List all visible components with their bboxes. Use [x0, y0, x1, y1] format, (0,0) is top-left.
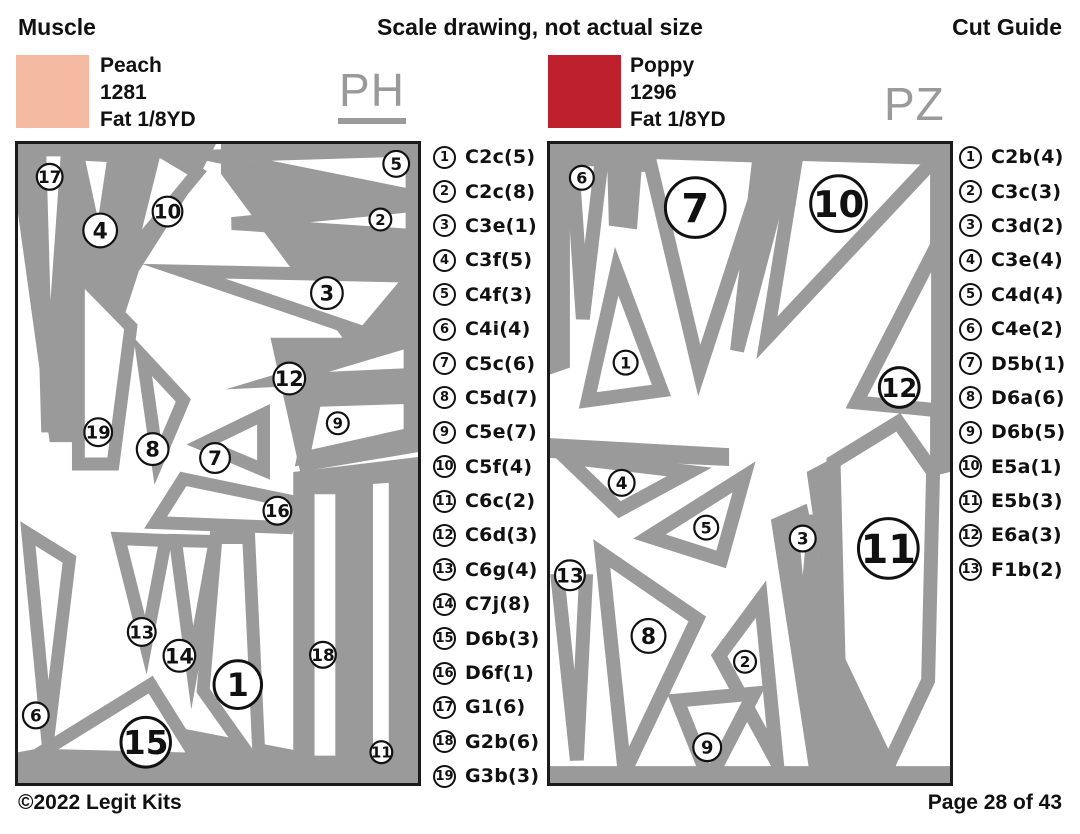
panel-code-underline [338, 118, 406, 124]
legend-item [959, 346, 1065, 380]
piece-marker-number: 12 [881, 373, 918, 404]
fabric-name: Peach [100, 54, 162, 77]
piece-label: C2c(8) [465, 180, 536, 203]
legend-item [433, 243, 539, 277]
legend-item [959, 553, 1065, 587]
piece-label: C6c(2) [465, 490, 536, 513]
piece-label: D6a(6) [991, 386, 1065, 409]
piece-label: G1(6) [465, 696, 526, 719]
legend-item [433, 484, 539, 518]
panel-code-text: PH [339, 64, 405, 116]
piece-number-badge: 10 [959, 455, 982, 478]
piece-label: G2b(6) [465, 730, 540, 753]
piece-marker-number: 13 [556, 564, 584, 588]
fabric-info-peach [100, 52, 196, 133]
piece-marker-number: 11 [371, 743, 392, 762]
scale-note: Scale drawing, not actual size [377, 14, 703, 40]
legend-item [959, 415, 1065, 449]
piece-label: C7j(8) [465, 593, 531, 616]
piece-marker-number: 6 [29, 705, 42, 726]
legend-item [433, 346, 539, 380]
piece-label: C3e(4) [991, 249, 1063, 272]
scale-drawing-panel-left [15, 141, 421, 786]
piece-label: D5b(1) [991, 352, 1066, 375]
piece-marker-number: 2 [739, 653, 751, 672]
piece-marker-number: 3 [796, 528, 809, 549]
scale-drawing-panel-right [547, 141, 953, 786]
piece-label: C4f(3) [465, 283, 533, 306]
legend-item [959, 209, 1065, 243]
piece-label: C3c(3) [991, 180, 1062, 203]
legend-item [433, 415, 539, 449]
piece-marker-number: 4 [92, 219, 108, 245]
legend-item [959, 243, 1065, 277]
piece-marker-number: 15 [122, 724, 169, 763]
piece-marker-number: 8 [145, 437, 160, 462]
piece-number-badge: 4 [433, 249, 456, 272]
piece-marker-number: 5 [390, 153, 403, 174]
fabric-cut: Fat 1/8YD [630, 108, 726, 131]
legend-item [433, 621, 539, 655]
piece-label: D6f(1) [465, 662, 535, 685]
piece-marker-number: 5 [700, 518, 712, 538]
piece-label: C3f(5) [465, 249, 533, 272]
fabric-swatch-peach [16, 55, 89, 128]
piece-marker-number: 18 [311, 644, 335, 665]
piece-marker-number: 9 [700, 737, 714, 759]
piece-marker-number: 12 [274, 367, 304, 392]
piece-number-badge: 12 [433, 524, 456, 547]
piece-label: C5c(6) [465, 352, 536, 375]
legend-item [433, 209, 539, 243]
piece-marker-number: 1 [226, 668, 249, 705]
cut-list-left [433, 140, 539, 793]
piece-number-badge: 5 [433, 283, 456, 306]
piece-label: C4d(4) [991, 283, 1064, 306]
piece-number-badge: 13 [959, 558, 982, 581]
piece-marker-number: 19 [85, 422, 111, 444]
legend-item [959, 381, 1065, 415]
piece-number-badge: 8 [433, 386, 456, 409]
piece-label: E6a(3) [991, 524, 1062, 547]
piece-number-badge: 8 [959, 386, 982, 409]
piece-number-badge: 12 [959, 524, 982, 547]
panel-code-pz: PZ [884, 78, 945, 130]
piece-number-badge: 9 [959, 421, 982, 444]
piece-marker-number: 13 [129, 622, 155, 644]
legend-item [959, 312, 1065, 346]
legend-item [433, 553, 539, 587]
piece-marker-number: 4 [615, 472, 628, 493]
piece-number-badge: 4 [959, 249, 982, 272]
legend-item [959, 174, 1065, 208]
piece-label: C4e(2) [991, 318, 1063, 341]
piece-number-badge: 10 [433, 455, 456, 478]
piece-label: C6d(3) [465, 524, 538, 547]
legend-item [433, 450, 539, 484]
piece-label: C5f(4) [465, 455, 533, 478]
piece-marker-number: 17 [37, 166, 62, 187]
piece-number-badge: 2 [433, 180, 456, 203]
piece-marker-number: 3 [319, 281, 335, 306]
legend-item [433, 278, 539, 312]
page-title: Cut Guide [952, 14, 1062, 40]
piece-marker-number: 16 [265, 501, 290, 523]
piece-number-badge: 16 [433, 662, 456, 685]
piece-number-badge: 3 [433, 214, 456, 237]
legend-item [433, 381, 539, 415]
legend-item [433, 656, 539, 690]
piece-label: C5d(7) [465, 386, 538, 409]
piece-marker-number: 7 [208, 447, 222, 471]
legend-item [433, 759, 539, 793]
piece-number-badge: 14 [433, 593, 456, 616]
piece-number-badge: 11 [959, 490, 982, 513]
piece-label: C4i(4) [465, 318, 531, 341]
piece-number-badge: 11 [433, 490, 456, 513]
piece-marker-number: 9 [332, 414, 343, 433]
piece-label: E5b(3) [991, 490, 1063, 513]
piece-number-badge: 6 [433, 318, 456, 341]
piece-number-badge: 3 [959, 214, 982, 237]
piece-number-badge: 1 [959, 146, 982, 169]
piece-label: C5e(7) [465, 421, 537, 444]
legend-item [433, 518, 539, 552]
legend-item [959, 278, 1065, 312]
piece-number-badge: 7 [433, 352, 456, 375]
piece-number-badge: 6 [959, 318, 982, 341]
piece-label: F1b(2) [991, 558, 1063, 581]
piece-marker-number: 10 [153, 200, 182, 224]
piece-label: E5a(1) [991, 455, 1062, 478]
piece-number-badge: 9 [433, 421, 456, 444]
legend-item [433, 312, 539, 346]
fabric-pieces [558, 144, 938, 780]
legend-item [959, 450, 1065, 484]
legend-item [959, 484, 1065, 518]
piece-label: D6b(3) [465, 627, 540, 650]
piece-label: C2b(4) [991, 146, 1064, 169]
piece-number-badge: 5 [959, 283, 982, 306]
piece-marker-number: 6 [576, 168, 588, 188]
page-number: Page 28 of 43 [927, 791, 1062, 814]
copyright: ©2022 Legit Kits [18, 791, 182, 814]
piece-marker-number: 8 [640, 624, 657, 650]
piece-label: C2c(5) [465, 146, 536, 169]
panel-code-ph [338, 66, 406, 124]
legend-item [433, 725, 539, 759]
piece-number-badge: 15 [433, 627, 456, 650]
piece-number-badge: 19 [433, 765, 456, 788]
piece-marker-number: 10 [812, 182, 865, 226]
piece-label: D6b(5) [991, 421, 1066, 444]
legend-item [433, 690, 539, 724]
piece-number-badge: 1 [433, 146, 456, 169]
scale-drawing-left-svg [18, 144, 418, 783]
fabric-code: 1281 [100, 81, 147, 104]
piece-number-badge: 17 [433, 696, 456, 719]
legend-item [433, 174, 539, 208]
fabric-swatch-poppy [548, 55, 621, 128]
piece-number-badge: 18 [433, 730, 456, 753]
piece-number-badge: 7 [959, 352, 982, 375]
legend-item [433, 587, 539, 621]
legend-item [433, 140, 539, 174]
fabric-name: Poppy [630, 54, 695, 77]
scale-drawing-right-svg [550, 144, 950, 783]
fabric-code: 1296 [630, 81, 677, 104]
piece-marker-number: 2 [375, 210, 386, 229]
legend-item [959, 140, 1065, 174]
piece-label: C6g(4) [465, 558, 538, 581]
fabric-cut: Fat 1/8YD [100, 108, 196, 131]
piece-marker-number: 11 [860, 526, 916, 573]
piece-number-badge: 2 [959, 180, 982, 203]
piece-label: C3e(1) [465, 214, 537, 237]
piece-label: C3d(2) [991, 214, 1064, 237]
piece-marker-number: 1 [620, 353, 632, 373]
fabric-title: Muscle [18, 14, 96, 40]
cut-list-right [959, 140, 1065, 587]
piece-label: G3b(3) [465, 765, 540, 788]
legend-item [959, 518, 1065, 552]
piece-number-badge: 13 [433, 558, 456, 581]
fabric-info-poppy [630, 52, 726, 133]
piece-marker-number: 7 [681, 185, 710, 232]
piece-marker-number: 14 [164, 644, 194, 669]
